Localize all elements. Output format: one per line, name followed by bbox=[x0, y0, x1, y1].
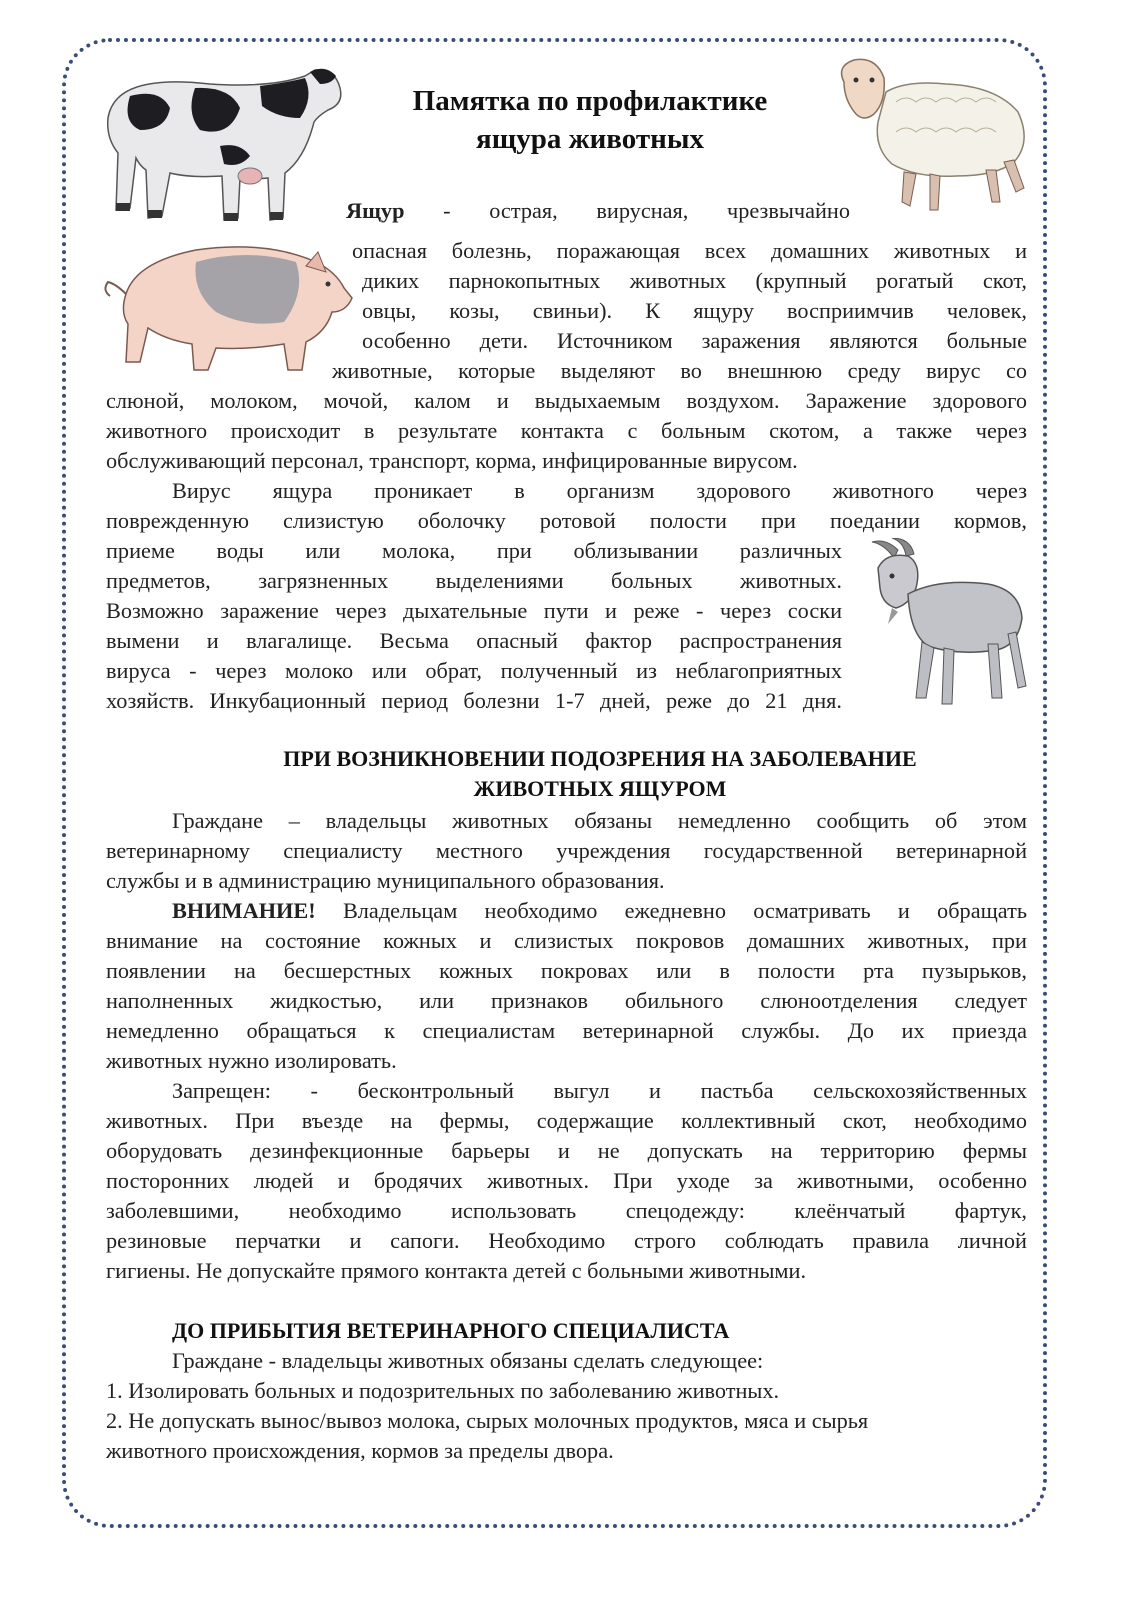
title-line-2: ящура животных bbox=[476, 123, 704, 155]
forbidden-paragraph: Запрещен: - бесконтрольный выгул и пастьба сельскохозяйственных животных. При въезде на фермы, содержащие коллективный скот, необходимо оборудовать дезинфекционные барьеры и не допускать на территорию фермы посторонних людей и бродячих животных. При уходе за животными, особенно заболевшими, необходимо использовать спецодежду: клеёнчатый фартук, резиновые перчатки и сапоги. Необходимо строго соблюдать правила личной гигиены. Не допускайте прямого контакта детей с больными животными. bbox=[106, 1078, 1027, 1283]
list-item: 1. Изолировать больных и подозрительных по заболеванию животных. bbox=[106, 1378, 780, 1403]
intro-full-block: слюной, молоком, мочой, калом и выдыхаемым воздухом. Заражение здорового животного происходит в результате контакта с больным скотом, а также через обслуживающий персонал, транспорт, корма, инфицированные вирусом. bbox=[106, 388, 1027, 473]
cow-icon bbox=[100, 58, 348, 228]
before-vet-heading: ДО ПРИБЫТИЯ ВЕТЕРИНАРНОГО СПЕЦИАЛИСТА bbox=[172, 1318, 730, 1343]
attention-paragraph: ВНИМАНИЕ! Владельцам необходимо ежедневно осматривать и обращать внимание на состояние кожных и слизистых покровов домашних животных, при появлении на бесшерстных кожных покровах или в полости рта пузырьков, наполненных жидкостью, или признаков обильного слюноотделения следует немедленно обращаться к специалистам ветеринарной службы. До их приезда животных нужно изолировать. bbox=[106, 898, 1027, 1073]
intro-right-block-3: животные, которые выделяют во внешнюю среду вирус со bbox=[332, 358, 1027, 383]
steps-list: Граждане - владельцы животных обязаны сделать следующее: 1. Изолировать больных и подозрительных по заболеванию животных. 2. Не допускать вынос/вывоз молока, сырых молочных продуктов, мяса и сырья животного происхождения, кормов за пределы двора. bbox=[106, 1346, 1027, 1466]
suspicion-heading: ПРИ ВОЗНИКНОВЕНИИ ПОДОЗРЕНИЯ НА ЗАБОЛЕВАНИЕ ЖИВОТНЫХ ЯЩУРОМ bbox=[283, 746, 917, 801]
goat-icon bbox=[858, 538, 1028, 710]
intro-right-block-2: диких парнокопытных животных (крупный рогатый скот, овцы, козы, свиньи). К ящуру восприимчив человек, особенно дети. Источником заражения являются больные bbox=[362, 268, 1027, 353]
citizens-paragraph: Граждане – владельцы животных обязаны немедленно сообщить об этом ветеринарному специалисту местного учреждения государственной ветеринарной службы и в администрацию муниципального образования. bbox=[106, 808, 1027, 893]
virus-paragraph-top: Вирус ящура проникает в организм здорового животного через поврежденную слизистую оболочку ротовой полости при поедании кормов, bbox=[106, 478, 1027, 533]
list-item: 2. Не допускать вынос/вывоз молока, сырых молочных продуктов, мяса и сырья bbox=[106, 1408, 869, 1433]
virus-paragraph-left: приеме воды или молока, при облизывании различных предметов, загрязненных выделениями больных животных. Возможно заражение через дыхательные пути и реже - через соски вымени и влагалище. Весьма опасный фактор распространения вируса - через молоко или обрат, полученный из неблагоприятных хозяйств. Инкубационный период болезни 1-7 дней, реже до 21 дня. bbox=[106, 538, 842, 713]
pig-icon bbox=[96, 232, 354, 378]
page-title bbox=[330, 82, 850, 158]
intro-first-line: Ящур - острая, вирусная, чрезвычайно bbox=[346, 198, 850, 223]
term-label: Ящур bbox=[346, 198, 405, 223]
sheep-icon bbox=[826, 52, 1032, 217]
attention-label: ВНИМАНИЕ! bbox=[172, 898, 316, 923]
intro-right-block: опасная болезнь, поражающая всех домашних животных и bbox=[352, 238, 1027, 263]
title-line-1: Памятка по профилактике bbox=[412, 85, 768, 117]
